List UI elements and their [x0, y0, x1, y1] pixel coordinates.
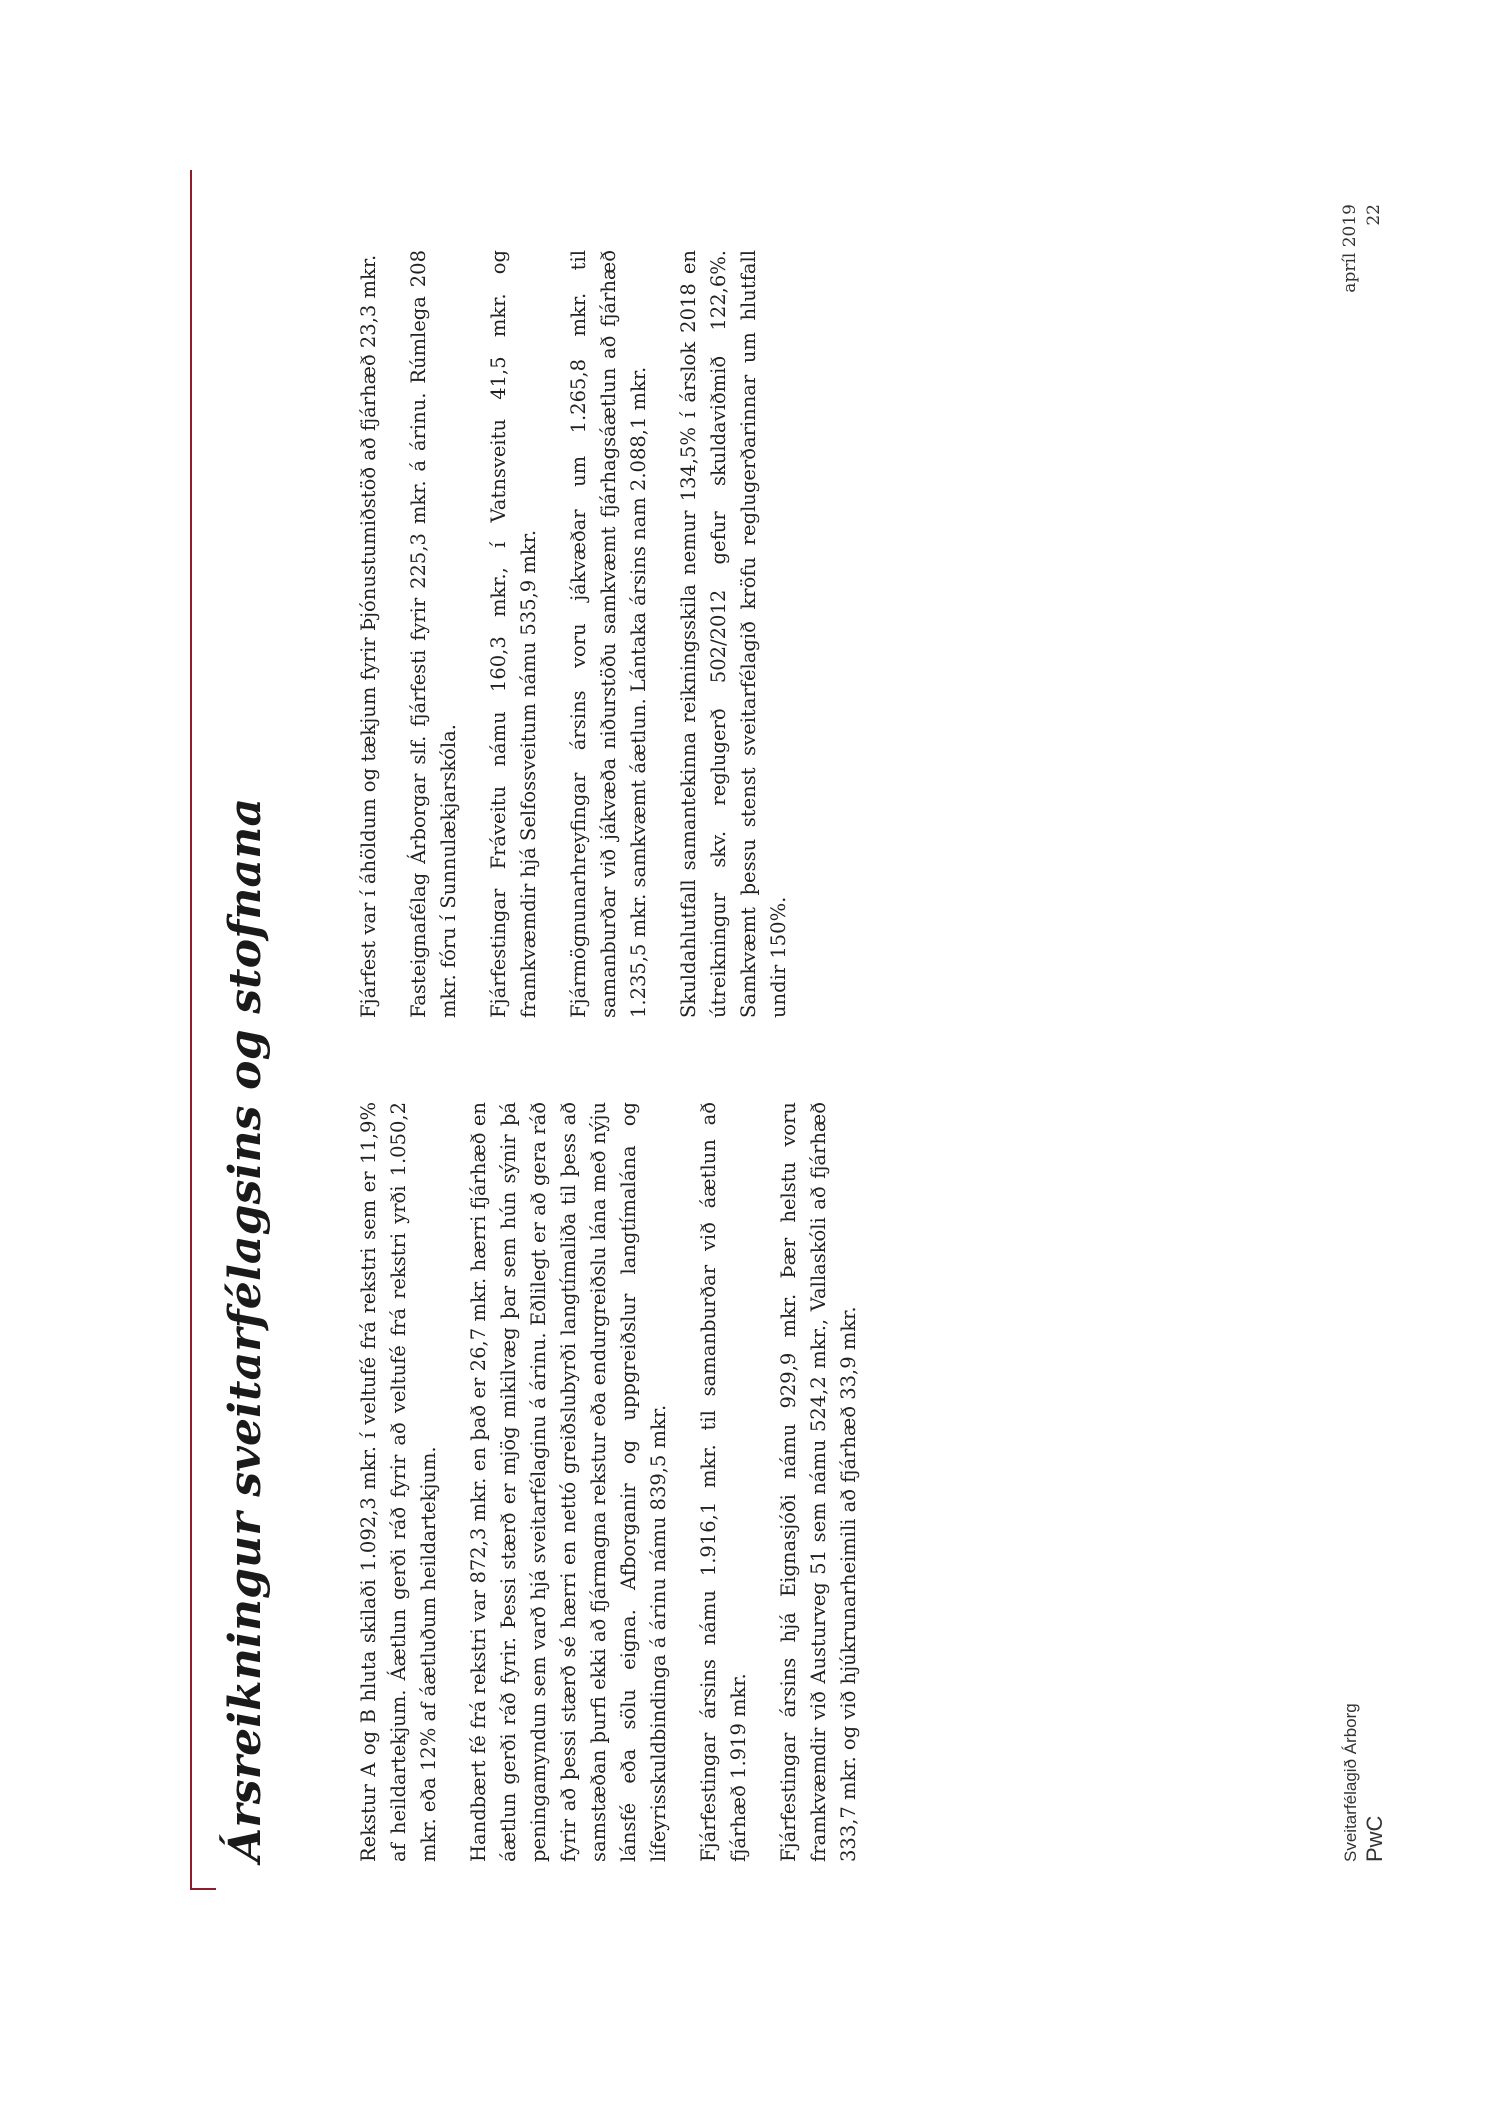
- page-number: 22: [1364, 204, 1384, 226]
- paragraph-debt-ratio: Skuldahlutfall samantekinna reikningsskila nemur 134,5% í árslok 2018 en útreikningur skv. reglugerð 502/2012 gefur skuldaviðmið 122,6%. Samkvæmt þessu stenst sveitarfélagið kröfu reglugerðarinnar um hlutfall undir 150%.: [677, 250, 790, 1018]
- paragraph-cash: Handbært fé frá rekstri var 872,3 mkr. en það er 26,7 mkr. hærri fjárhæð en áætlun gerði ráð fyrir. Þessi stærð er mjög mikilvæg þar sem hún sýnir þá peningamyndun sem varð hjá sveitarfélaginu á árinu. Eðlilegt er að gera ráð fyrir að þessi stærð sé hærri en nettó greiðslubyrði langtímaliða til þess að samstæðan þurfi ekki að fjármagna rekstur eða endurgreiðslu lána með nýju lánsfé eða sölu eigna. Afborganir og uppgreiðslur langtímalána og lífeyrisskuldbindinga á árinu námu 839,5 mkr.: [467, 1102, 670, 1862]
- footer-organization: Sveitarfélagið Árborg: [1341, 1703, 1360, 1862]
- paragraph-financing: Fjármögnunarhreyfingar ársins voru jákvæðar um 1.265,8 mkr. til samanburðar við jákvæða niðurstöðu samkvæmt fjárhagsáætlun að fjárhæð 1.235,5 mkr. samkvæmt áætlun. Lántaka ársins nam 2.088,1 mkr.: [567, 250, 650, 1018]
- accent-rule: [190, 170, 192, 1890]
- page-title: Ársreikningur sveitarfélagsins og stofnana: [220, 797, 271, 1862]
- paragraph-utilities: Fjárfestingar Fráveitu námu 160,3 mkr., í Vatnsveitu 41,5 mkr. og framkvæmdir hjá Selfossveitum námu 535,9 mkr.: [487, 250, 540, 1018]
- footer-left: [1340, 1703, 1388, 1862]
- slide: [190, 170, 1400, 1890]
- accent-tick: [190, 1888, 216, 1890]
- paragraph-real-estate: Fasteignafélag Árborgar slf. fjárfesti fyrir 225,3 mkr. á árinu. Rúmlega 208 mkr. fóru í Sunnulækjarskóla.: [407, 250, 460, 1018]
- paragraph-operations: Rekstur A og B hluta skilaði 1.092,3 mkr. í veltufé frá rekstri sem er 11,9% af heildartekjum. Áætlun gerði ráð fyrir að veltufé frá rekstri yrði 1.050,2 mkr. eða 12% af áætluðum heildartekjum.: [357, 1102, 440, 1862]
- paragraph-property-fund: Fjárfestingar ársins hjá Eignasjóði námu 929,9 mkr. Þær helstu voru framkvæmdir við Austurveg 51 sem námu 524,2 mkr., Vallaskóli að fjárhæð 333,7 mkr. og við hjúkrunarheimili að fjárhæð 33,9 mkr.: [777, 1102, 860, 1862]
- footer-right: [1338, 204, 1386, 293]
- paragraph-equipment: Fjárfest var í áhöldum og tækjum fyrir Þjónustumiðstöð að fjárhæð 23,3 mkr.: [357, 254, 380, 1018]
- right-column: [354, 250, 814, 1018]
- left-column: [354, 1102, 884, 1862]
- footer-firm: PwC: [1362, 1815, 1387, 1862]
- footer-date: apríl 2019: [1340, 204, 1360, 293]
- paragraph-investments: Fjárfestingar ársins námu 1.916,1 mkr. til samanburðar við áætlun að fjárhæð 1.919 mkr.: [697, 1102, 750, 1862]
